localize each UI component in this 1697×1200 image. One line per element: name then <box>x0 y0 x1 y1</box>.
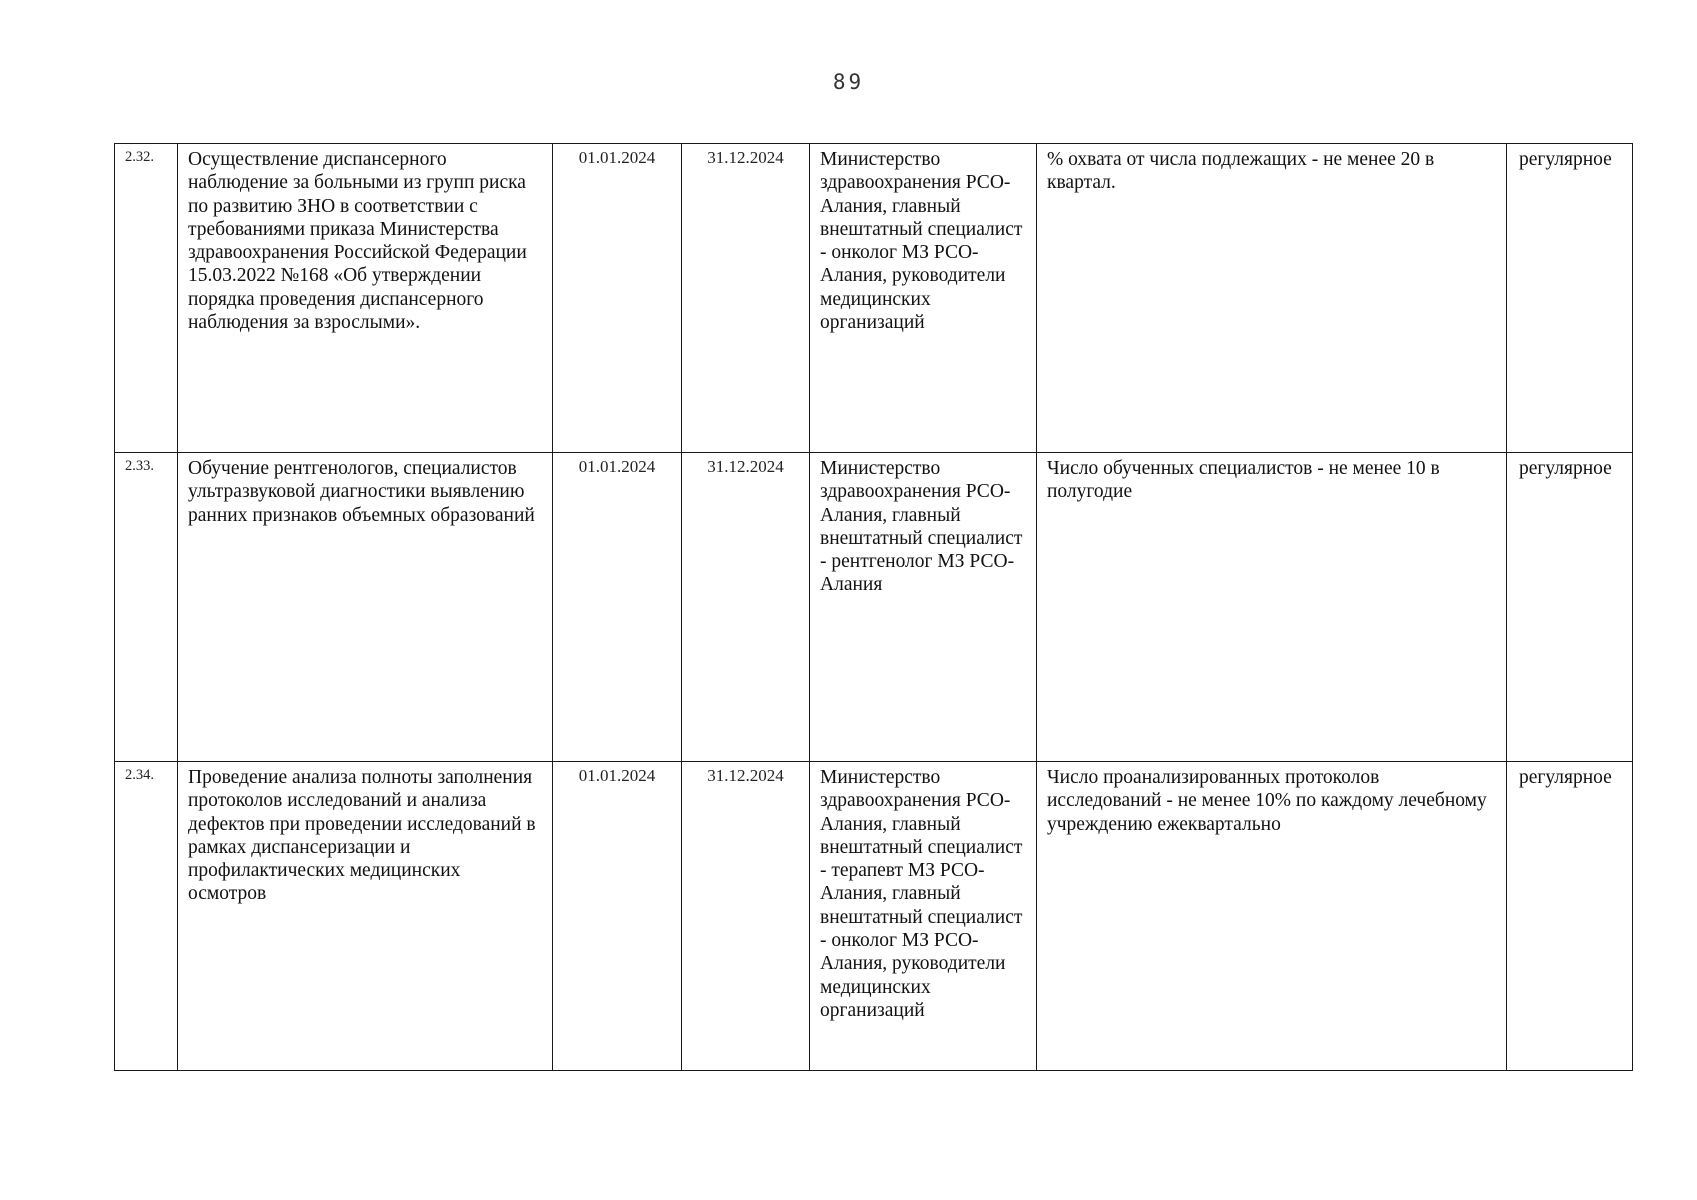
page-number: 89 <box>832 70 865 94</box>
indicator-text: Число проанализированных протоколов исследований - не менее 10% по каждому лечебному учреждению ежеквартально <box>1047 767 1487 835</box>
table-row <box>115 144 1633 453</box>
table-row <box>115 453 1633 762</box>
activity-text: Осуществление диспансерного наблюдение за больными из групп риска по развитию ЗНО в соответствии с требованиями приказа Министерства здравоохранения Российской Федерации 15.03.2022 №168 «Об утверждении порядка проведения диспансерного наблюдения за взрослыми». <box>188 149 527 334</box>
start-date-cell: 01.01.2024 <box>553 453 682 762</box>
row-number-cell: 2.34. <box>115 762 178 1071</box>
responsible-cell <box>810 762 1037 1071</box>
start-date-cell: 01.01.2024 <box>553 762 682 1071</box>
indicator-text: % охвата от числа подлежащих - не менее 20 в квартал. <box>1047 149 1435 194</box>
indicator-cell <box>1037 762 1507 1071</box>
activity-plan-table <box>114 143 1633 1071</box>
activity-cell <box>178 453 553 762</box>
activity-text: Обучение рентгенологов, специалистов ультразвуковой диагностики выявлению ранних признаков объемных образований <box>188 458 535 526</box>
row-number-cell: 2.32. <box>115 144 178 453</box>
row-number-cell: 2.33. <box>115 453 178 762</box>
responsible-cell <box>810 453 1037 762</box>
end-date-cell: 31.12.2024 <box>682 453 810 762</box>
end-date-cell: 31.12.2024 <box>682 762 810 1071</box>
table-row <box>115 762 1633 1071</box>
activity-text: Проведение анализа полноты заполнения протоколов исследований и анализа дефектов при проведении исследований в рамках диспансеризации и профилактических медицинских осмотров <box>188 767 536 905</box>
indicator-cell <box>1037 453 1507 762</box>
responsible-cell <box>810 144 1037 453</box>
indicator-cell <box>1037 144 1507 453</box>
type-cell: регулярное <box>1507 453 1633 762</box>
type-cell: регулярное <box>1507 762 1633 1071</box>
responsible-text: Министерство здравоохранения РСО-Алания, главный внештатный специалист - терапевт МЗ РСО-Алания, главный внештатный специалист - онколог МЗ РСО-Алания, руководители медицинских организаций <box>820 767 1023 1021</box>
activity-cell <box>178 762 553 1071</box>
activity-cell <box>178 144 553 453</box>
responsible-text: Министерство здравоохранения РСО-Алания, главный внештатный специалист - рентгенолог МЗ РСО-Алания <box>820 458 1023 596</box>
indicator-text: Число обученных специалистов - не менее 10 в полугодие <box>1047 458 1440 503</box>
type-cell: регулярное <box>1507 144 1633 453</box>
start-date-cell: 01.01.2024 <box>553 144 682 453</box>
end-date-cell: 31.12.2024 <box>682 144 810 453</box>
responsible-text: Министерство здравоохранения РСО-Алания, главный внештатный специалист - онколог МЗ РСО-Алания, руководители медицинских организаций <box>820 149 1023 334</box>
